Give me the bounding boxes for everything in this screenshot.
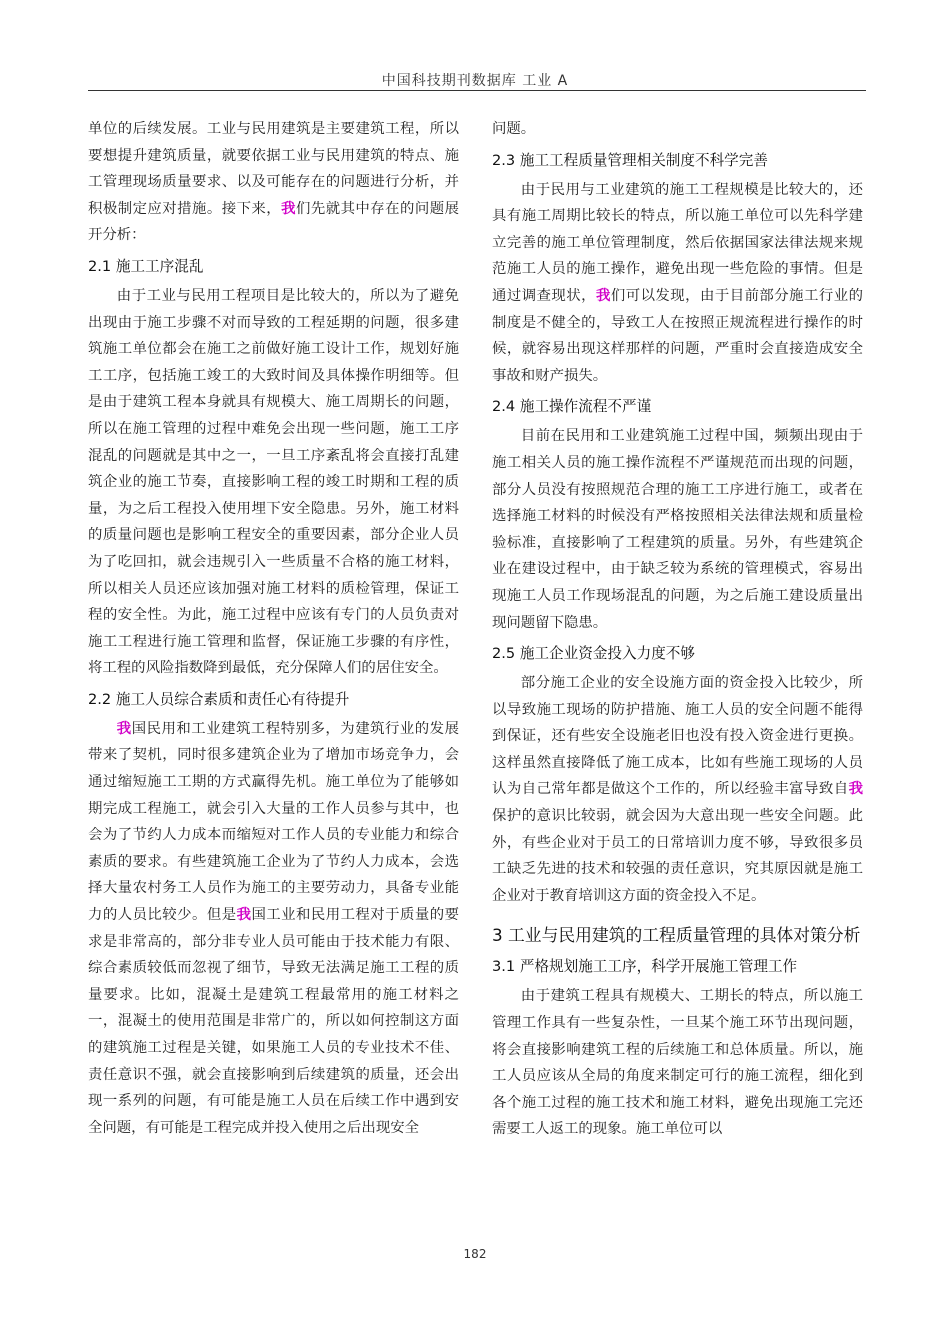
running-header: 中国科技期刊数据库 工业 A — [381, 73, 569, 89]
section-heading-2-3: 2.3 施工工程质量管理相关制度不科学完善 — [492, 151, 768, 169]
section-heading-2-5: 2.5 施工企业资金投入力度不够 — [492, 645, 695, 663]
highlighted-term: 我 — [596, 286, 611, 304]
text-run: 保护的意识比较弱，就会因为大意出现一些安全问题。此外，有些企业对于员工的日常培训力度不够，导致很多员工缺乏先进的技术和较强的责任意识，究其原因就是施工企业对于教育培训这方面的资金投入不足。 — [492, 808, 863, 904]
paragraph-intro — [88, 116, 459, 249]
section-heading-3-1: 3.1 严格规划施工工序，科学开展施工管理工作 — [492, 958, 798, 976]
header-rule — [88, 90, 866, 91]
highlighted-term: 我 — [848, 780, 863, 798]
paragraph-2-5 — [492, 670, 863, 909]
text-run: 由于民用与工业建筑的施工工程规模是比较大的，还具有施工周期比较长的特点，所以施工单位可以先科学建立完善的施工单位管理制度，然后依据国家法律法规来规范施工人员的施工操作，避免出现一些危险的事情。但是通过调查现状， — [492, 181, 863, 304]
left-column — [88, 116, 459, 1141]
paragraph-3-1: 由于建筑工程具有规模大、工期长的特点，所以施工管理工作具有一些复杂性，一旦某个施工环节出现问题，将会直接影响建筑工程的后续施工和总体质量。所以，施工人员应该从全局的角度来制定可行的施工流程，细化到各个施工过程的施工技术和施工材料，避免出现施工完还需要工人返工的现象。施工单位可以 — [492, 988, 863, 1138]
text-run: 单位的后续发展。工业与民用建筑是主要建筑工程，所以要想提升建筑质量，就要依据工业与民用建筑的特点、施工管理现场质量要求、以及可能存在的问题进行分析，并积极制定应对措施。接下来， — [88, 121, 459, 217]
highlighted-term: 我 — [116, 719, 132, 737]
section-heading-3: 3 工业与民用建筑的工程质量管理的具体对策分析 — [492, 925, 861, 946]
highlighted-term: 我 — [236, 906, 252, 924]
paragraph-2-1: 由于工业与民用工程项目是比较大的，所以为了避免出现由于施工步骤不对而导致的工程延期的问题，很多建筑施工单位都会在施工之前做好施工设计工作，规划好施工工序，包括施工竣工的大致时间及具体操作明细等。但是由于建筑工程本身就具有规模大、施工周期长的问题，所以在施工管理的过程中难免会出现一些问题，施工工序混乱的问题就是其中之一，一旦工序紊乱将会直接打乱建筑企业的施工节奏，直接影响工程的竣工时期和工程的质量，为之后工程投入使用埋下安全隐患。另外，施工材料的质量问题也是影响工程安全的重要因素，部分企业人员为了吃回扣，就会违规引入一些质量不合格的施工材料，所以相关人员还应该加强对施工材料的质检管理，保证工程的安全性。为此，施工过程中应该有专门的人员负责对施工工程进行施工管理和监督，保证施工步骤的有序性，将工程的风险指数降到最低，充分保障人们的居住安全。 — [88, 287, 459, 677]
text-run: 国工业和民用工程对于质量的要求是非常高的，部分非专业人员可能由于技术能力有限、综合素质较低而忽视了细节，导致无法满足施工工程的质量要求。比如，混凝土是建筑工程最常用的施工材料之一，混凝土的使用范围是非常广的，所以如何控制这方面的建筑施工过程是关键，如果施工人员的专业技术不佳、责任意识不强，就会直接影响到后续建筑的质量，还会出现一系列的问题，有可能是施工人员在后续工作中遇到安全问题，有可能是工程完成并投入使用之后出现安全 — [88, 907, 459, 1136]
paragraph-2-3 — [492, 177, 863, 390]
text-run: 们先就其中存在的问题展开分析： — [88, 200, 459, 244]
paragraph-2-4: 目前在民用和工业建筑施工过程中国，频频出现由于施工相关人员的施工操作流程不严谨规范而出现的问题，部分人员没有按照规范合理的施工工序进行施工，或者在选择施工材料的时候没有严格按照相关法律法规和质量检验标准，直接影响了工程建筑的质量。另外，有些建筑企业在建设过程中，由于缺乏较为系统的管理模式，容易出现施工人员工作现场混乱的问题，为之后施工建设质量出现问题留下隐患。 — [492, 428, 863, 631]
section-heading-2-4: 2.4 施工操作流程不严谨 — [492, 398, 652, 416]
section-heading-2-2: 2.2 施工人员综合素质和责任心有待提升 — [88, 690, 350, 708]
paragraph-2-2 — [88, 716, 459, 1142]
page-number: 182 — [463, 1247, 487, 1261]
section-heading-2-1: 2.1 施工工序混乱 — [88, 257, 204, 275]
right-column — [492, 116, 863, 1143]
text-run: 国民用和工业建筑工程特别多，为建筑行业的发展带来了契机，同时很多建筑企业为了增加市场竞争力，会通过缩短施工工期的方式赢得先机。施工单位为了能够如期完成工程施工，就会引入大量的工作人员参与其中，也会为了节约人力成本而缩短对工作人员的专业能力和综合素质的要求。有些建筑施工企业为了节约人力成本，会选择大量农村务工人员作为施工的主要劳动力，具备专业能力的人员比较少。但是 — [88, 720, 459, 924]
paragraph-continued: 问题。 — [492, 121, 536, 137]
highlighted-term: 我 — [281, 199, 296, 217]
text-run: 部分施工企业的安全设施方面的资金投入比较少，所以导致施工现场的防护措施、施工人员的安全问题不能得到保证，还有些安全设施老旧也没有投入资金进行更换。这样虽然直接降低了施工成本，比如有些施工现场的人员认为自己常年都是做这个工作的，所以经验丰富导致自 — [492, 675, 863, 798]
text-run: 们可以发现，由于目前部分施工行业的制度是不健全的，导致工人在按照正规流程进行操作的时候，就容易出现这样那样的问题，严重时会直接造成安全事故和财产损失。 — [492, 287, 863, 384]
